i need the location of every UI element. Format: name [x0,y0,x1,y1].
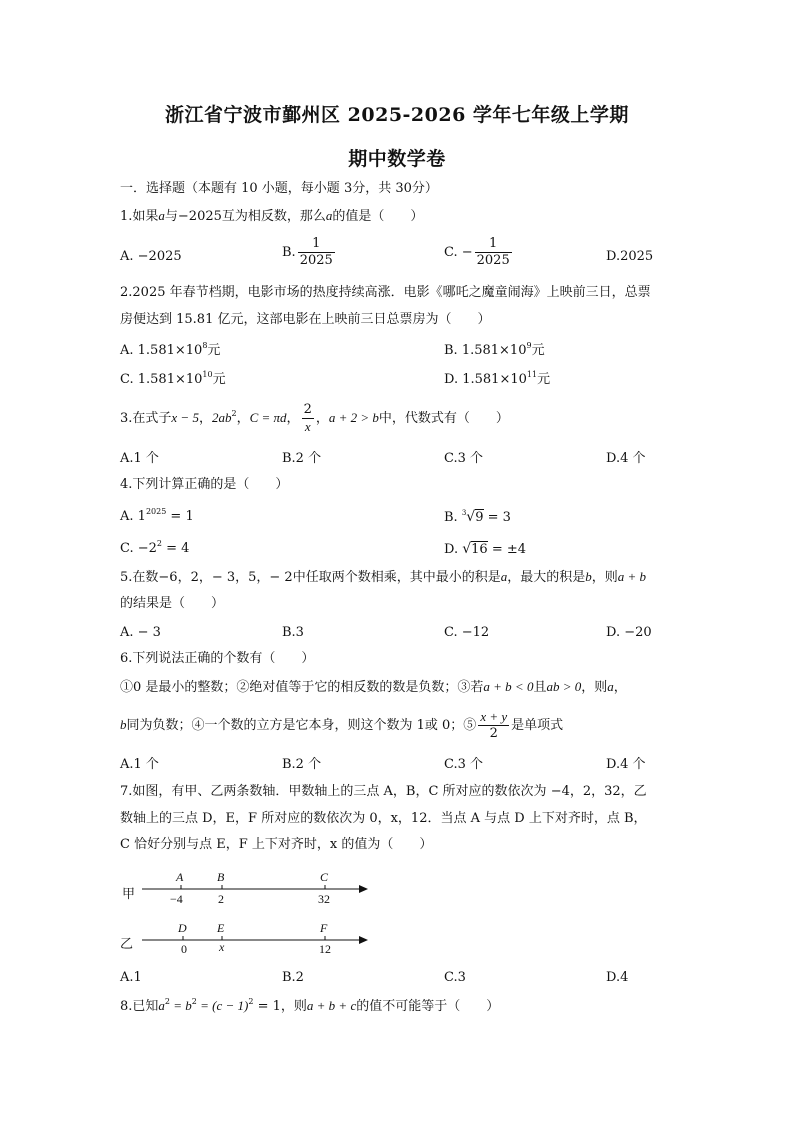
q1-option-d: D.2025 [606,249,654,264]
title-line-2: 期中数学卷 [348,148,446,170]
axis-1-arrow [359,885,368,893]
point-d-label: D [178,921,187,935]
q4-option-a: A. $1^{2025} = 1$ [120,507,194,524]
point-c-label: C [320,870,329,884]
section-heading: 一．选择题（本题有 10 小题，每小题 3分，共 30分） [120,181,438,196]
q6-option-c: C.3 个 [444,757,484,772]
q1-option-c: C. − $\frac{1}{2025}$ [444,236,510,268]
q3-option-c: C.3 个 [444,451,484,466]
q7-option-d: D.4 [606,970,629,985]
point-b-value: 2 [218,892,224,906]
question-8-stem: 8.已知$a^2 = b^2 = (c - 1)^2 = 1$，则a + b + c的值不可能等于（ ） [120,997,500,1014]
axis-2-arrow [359,936,368,944]
q1-option-b: B. $\frac{1}{2025}$ [282,236,333,268]
q5-option-c: C. −12 [444,625,490,640]
q3-option-a: A.1 个 [120,451,159,466]
q3-option-d: D.4 个 [606,451,646,466]
question-6-line-2: b同为负数；④一个数的立方是它本身，则这个数为 1或 0；⑤ $\frac{x + y}{2}$ 是单项式 [120,709,564,741]
q2-option-c: C. $1.581\times 10^{10}$元 [120,370,226,387]
point-e-value: x [219,940,225,954]
question-3-stem: 3.在式子x − 5，$2ab^2$，C = πd， $\frac{2}{x}$ ，a + 2 > b中，代数式有（ ） [120,401,509,434]
question-6-stem: 6.下列说法正确的个数有（ ） [120,651,315,666]
point-c-value: 32 [318,892,330,906]
q6-option-a: A.1 个 [120,757,159,772]
q4-option-c: C. $-2^2 = 4$ [120,539,190,556]
q6-option-d: D.4 个 [606,757,646,772]
question-6-line-1: ①0 是最小的整数；②绝对值等于它的相反数的数是负数；③若a + b < 0且ab > 0，则a， [120,679,627,695]
question-7-line-2: 数轴上的三点 D，E，F 所对应的数依次为 0，x，12．当点 A 与点 D 上下对齐时，点 B， [120,811,647,826]
q7-option-b: B.2 [282,970,304,985]
q4-option-d: D. √16 = ±4 [444,541,527,557]
point-f-label: F [320,921,328,935]
axis-2-name: 乙 [120,936,134,951]
q2-option-b: B. $1.581\times 10^9$元 [444,341,545,358]
point-e-label: E [217,921,225,935]
q1-option-a: A. −2025 [120,249,182,264]
point-a-label: A [176,870,184,884]
question-7-line-3: C 恰好分别与点 E，F 上下对齐时，x 的值为（ ） [120,837,433,852]
q2-option-a: A. $1.581\times 10^8$元 [120,341,221,358]
point-b-label: B [217,870,225,884]
question-5-line-1: 5.在数−6，2，− 3，5，− 2中任取两个数相乘，其中最小的积是a，最大的积是b，则a + b [120,569,647,585]
title-line-1: 浙江省宁波市鄞州区 2025-2026 学年七年级上学期 [165,104,629,126]
number-line-figure [120,868,380,958]
q5-option-d: D. −20 [606,625,652,640]
q4-option-b: B. $^3$√9 = 3 [444,509,511,525]
q7-option-a: A.1 [120,970,142,985]
point-f-value: 12 [319,942,331,956]
q3-option-b: B.2 个 [282,451,322,466]
question-5-line-2: 的结果是（ ） [120,596,225,611]
point-d-value: 0 [181,942,187,956]
question-2-line-2: 房便达到 15.81 亿元，这部电影在上映前三日总票房为（ ） [120,312,491,327]
q5-option-a: A. − 3 [120,625,161,640]
q7-option-c: C.3 [444,970,466,985]
question-4-stem: 4.下列计算正确的是（ ） [120,477,289,492]
question-2-line-1: 2.2025 年春节档期，电影市场的热度持续高涨．电影《哪吒之魔童闹海》上映前三日，总票 [120,285,651,300]
q5-option-b: B.3 [282,625,304,640]
question-1-stem: 1.如果a与−2025互为相反数，那么a的值是（ ） [120,208,424,224]
axis-1-name: 甲 [122,886,136,901]
point-a-value: −4 [170,892,183,906]
q2-option-d: D. $1.581\times 10^{11}$元 [444,370,551,387]
number-line-svg [120,868,380,958]
q6-option-b: B.2 个 [282,757,322,772]
question-7-line-1: 7.如图，有甲、乙两条数轴．甲数轴上的三点 A，B，C 所对应的数依次为 −4，2，32，乙 [120,784,647,799]
